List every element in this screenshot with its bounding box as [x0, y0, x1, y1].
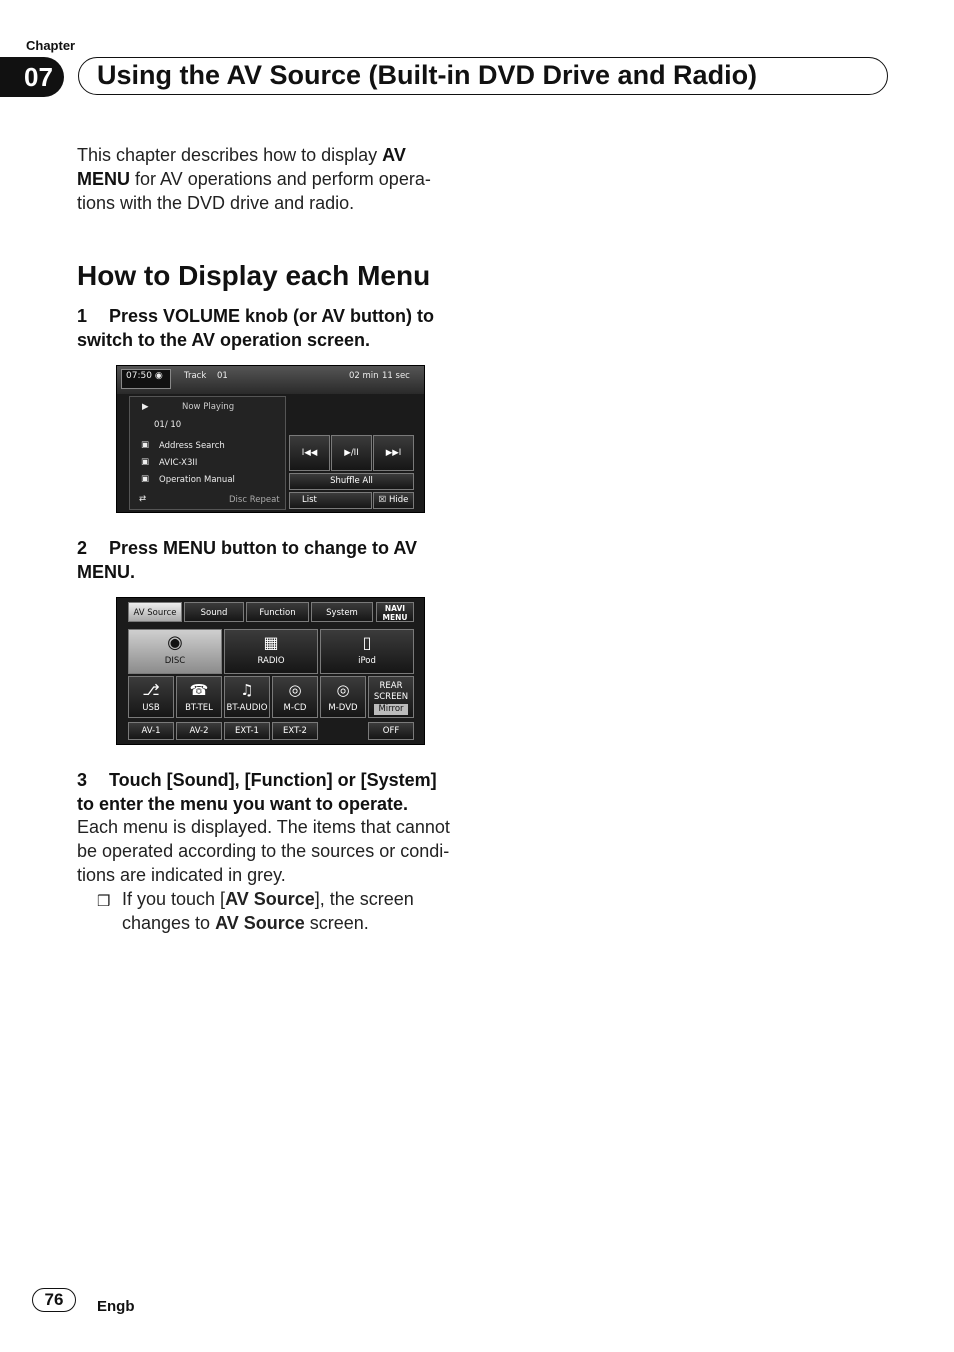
source-usb[interactable]	[128, 676, 174, 718]
prev-track-button[interactable]: I◀◀	[289, 435, 330, 471]
page-number: 76	[32, 1288, 76, 1312]
navi-label: NAVI	[384, 604, 406, 613]
note-text-part: ], the screen	[314, 889, 414, 909]
chapter-title: Using the AV Source (Built-in DVD Drive and Radio)	[97, 60, 758, 90]
list-button[interactable]: List	[289, 492, 372, 509]
step-text: MENU.	[77, 562, 135, 582]
hide-button[interactable]	[373, 492, 414, 509]
av-operation-screenshot	[116, 365, 425, 513]
note-text	[122, 887, 414, 935]
search-icon: ▣	[141, 440, 150, 450]
rear-screen-button[interactable]	[368, 676, 414, 718]
step-3	[77, 768, 437, 816]
time-sec: 11 sec	[382, 371, 410, 381]
chapter-number: 07	[0, 57, 64, 97]
source-label: iPod	[358, 656, 376, 666]
source-ext-2[interactable]: EXT-2	[272, 722, 318, 740]
intro-text: tions with the DVD drive and radio.	[77, 193, 355, 213]
step-text: Press VOLUME knob (or AV button) to	[109, 306, 434, 326]
shuffle-button[interactable]: Shuffle All	[289, 473, 414, 490]
track-number: 01	[217, 371, 228, 381]
rear-screen-label: SCREEN	[373, 692, 409, 702]
navi-label: MENU	[382, 613, 408, 622]
note-text-part: screen.	[304, 913, 369, 933]
disc-icon: ◉	[154, 371, 163, 381]
source-m-dvd[interactable]	[320, 676, 366, 718]
info-panel	[129, 396, 286, 510]
source-disc[interactable]	[128, 629, 222, 674]
source-label: USB	[142, 703, 160, 713]
step-number: 1	[77, 306, 88, 326]
intro-bold: MENU	[77, 169, 130, 189]
body-line: be operated according to the sources or condi-	[77, 841, 450, 861]
source-m-cd[interactable]	[272, 676, 318, 718]
step-text: to enter the menu you want to operate.	[77, 794, 409, 814]
disc-icon: ◉	[167, 632, 183, 653]
source-av-2[interactable]: AV-2	[176, 722, 222, 740]
checkbox-icon: ☒	[378, 495, 387, 505]
radio-icon: ▦	[263, 633, 279, 652]
menu-item-operation-manual[interactable]: Operation Manual	[159, 475, 235, 485]
note-bold: AV Source	[225, 889, 315, 909]
step-text: Touch [Sound], [Function] or [System]	[109, 770, 437, 790]
time-min: 02 min	[349, 371, 379, 381]
repeat-mode[interactable]: Disc Repeat	[229, 495, 280, 505]
step-number: 2	[77, 538, 88, 558]
step-text: Press MENU button to change to AV	[109, 538, 418, 558]
chapter-title-box	[78, 57, 888, 95]
hide-label: Hide	[388, 495, 409, 505]
body-line: tions are indicated in grey.	[77, 865, 286, 885]
play-icon: ▶	[142, 402, 149, 412]
tab-sound[interactable]: Sound	[184, 602, 244, 622]
source-label: BT-AUDIO	[226, 703, 268, 713]
step3-body	[77, 815, 450, 887]
source-bt-audio[interactable]	[224, 676, 270, 718]
track-label: Track	[184, 371, 207, 381]
intro-bold: AV	[382, 145, 406, 165]
note-bullet-icon: ❒	[97, 893, 111, 910]
multi-dvd-icon: ◎	[336, 681, 350, 699]
intro-text: for AV operations and perform opera-	[130, 169, 431, 189]
source-label: BT-TEL	[185, 703, 213, 713]
play-pause-button[interactable]: ▶/II	[331, 435, 372, 471]
intro-text: This chapter describes how to display	[77, 145, 383, 165]
note	[97, 887, 497, 935]
source-ext-1[interactable]: EXT-1	[224, 722, 270, 740]
note-text-part: If you touch [	[122, 889, 226, 909]
source-av-1[interactable]: AV-1	[128, 722, 174, 740]
multi-disc-icon: ◎	[288, 681, 302, 699]
step-number: 3	[77, 770, 88, 790]
counter: 01/ 10	[154, 420, 182, 430]
intro-paragraph	[77, 143, 431, 215]
ipod-icon: ▯	[362, 633, 372, 652]
language-code: Engb	[97, 1298, 135, 1315]
av-menu-screenshot	[116, 597, 425, 745]
step-text: switch to the AV operation screen.	[77, 330, 371, 350]
tab-av-source[interactable]: AV Source	[128, 602, 182, 622]
phone-icon: ☎	[189, 681, 209, 699]
rear-screen-label: REAR	[379, 681, 403, 691]
step-1	[77, 304, 434, 352]
source-label: DISC	[164, 656, 186, 666]
repeat-icon: ⇄	[139, 494, 147, 504]
note-text-part: changes to	[122, 913, 216, 933]
next-track-button[interactable]: ▶▶I	[373, 435, 414, 471]
step-2	[77, 536, 417, 584]
clock	[121, 369, 171, 389]
manual-icon: ▣	[141, 474, 150, 484]
music-icon: ♫	[240, 681, 254, 699]
source-radio[interactable]	[224, 629, 318, 674]
source-label: RADIO	[257, 656, 285, 666]
navi-menu-button[interactable]	[376, 602, 414, 622]
mirror-label: Mirror	[374, 704, 408, 715]
usb-icon: ⎇	[142, 681, 160, 699]
source-label: M-DVD	[328, 703, 358, 713]
tab-system[interactable]: System	[311, 602, 373, 622]
chapter-label: Chapter	[26, 38, 76, 53]
source-label: M-CD	[283, 703, 307, 713]
tab-function[interactable]: Function	[246, 602, 309, 622]
source-bt-tel[interactable]	[176, 676, 222, 718]
clock-text: 07:50	[126, 371, 152, 381]
menu-item-address-search[interactable]: Address Search	[159, 441, 225, 451]
source-ipod[interactable]	[320, 629, 414, 674]
note-bold: AV Source	[215, 913, 305, 933]
body-line: Each menu is displayed. The items that cannot	[77, 817, 450, 837]
section-title: How to Display each Menu	[77, 260, 431, 291]
book-icon: ▣	[141, 457, 150, 467]
now-playing: Now Playing	[182, 402, 235, 412]
menu-item-model[interactable]: AVIC-X3II	[159, 458, 198, 468]
source-off[interactable]: OFF	[368, 722, 414, 740]
